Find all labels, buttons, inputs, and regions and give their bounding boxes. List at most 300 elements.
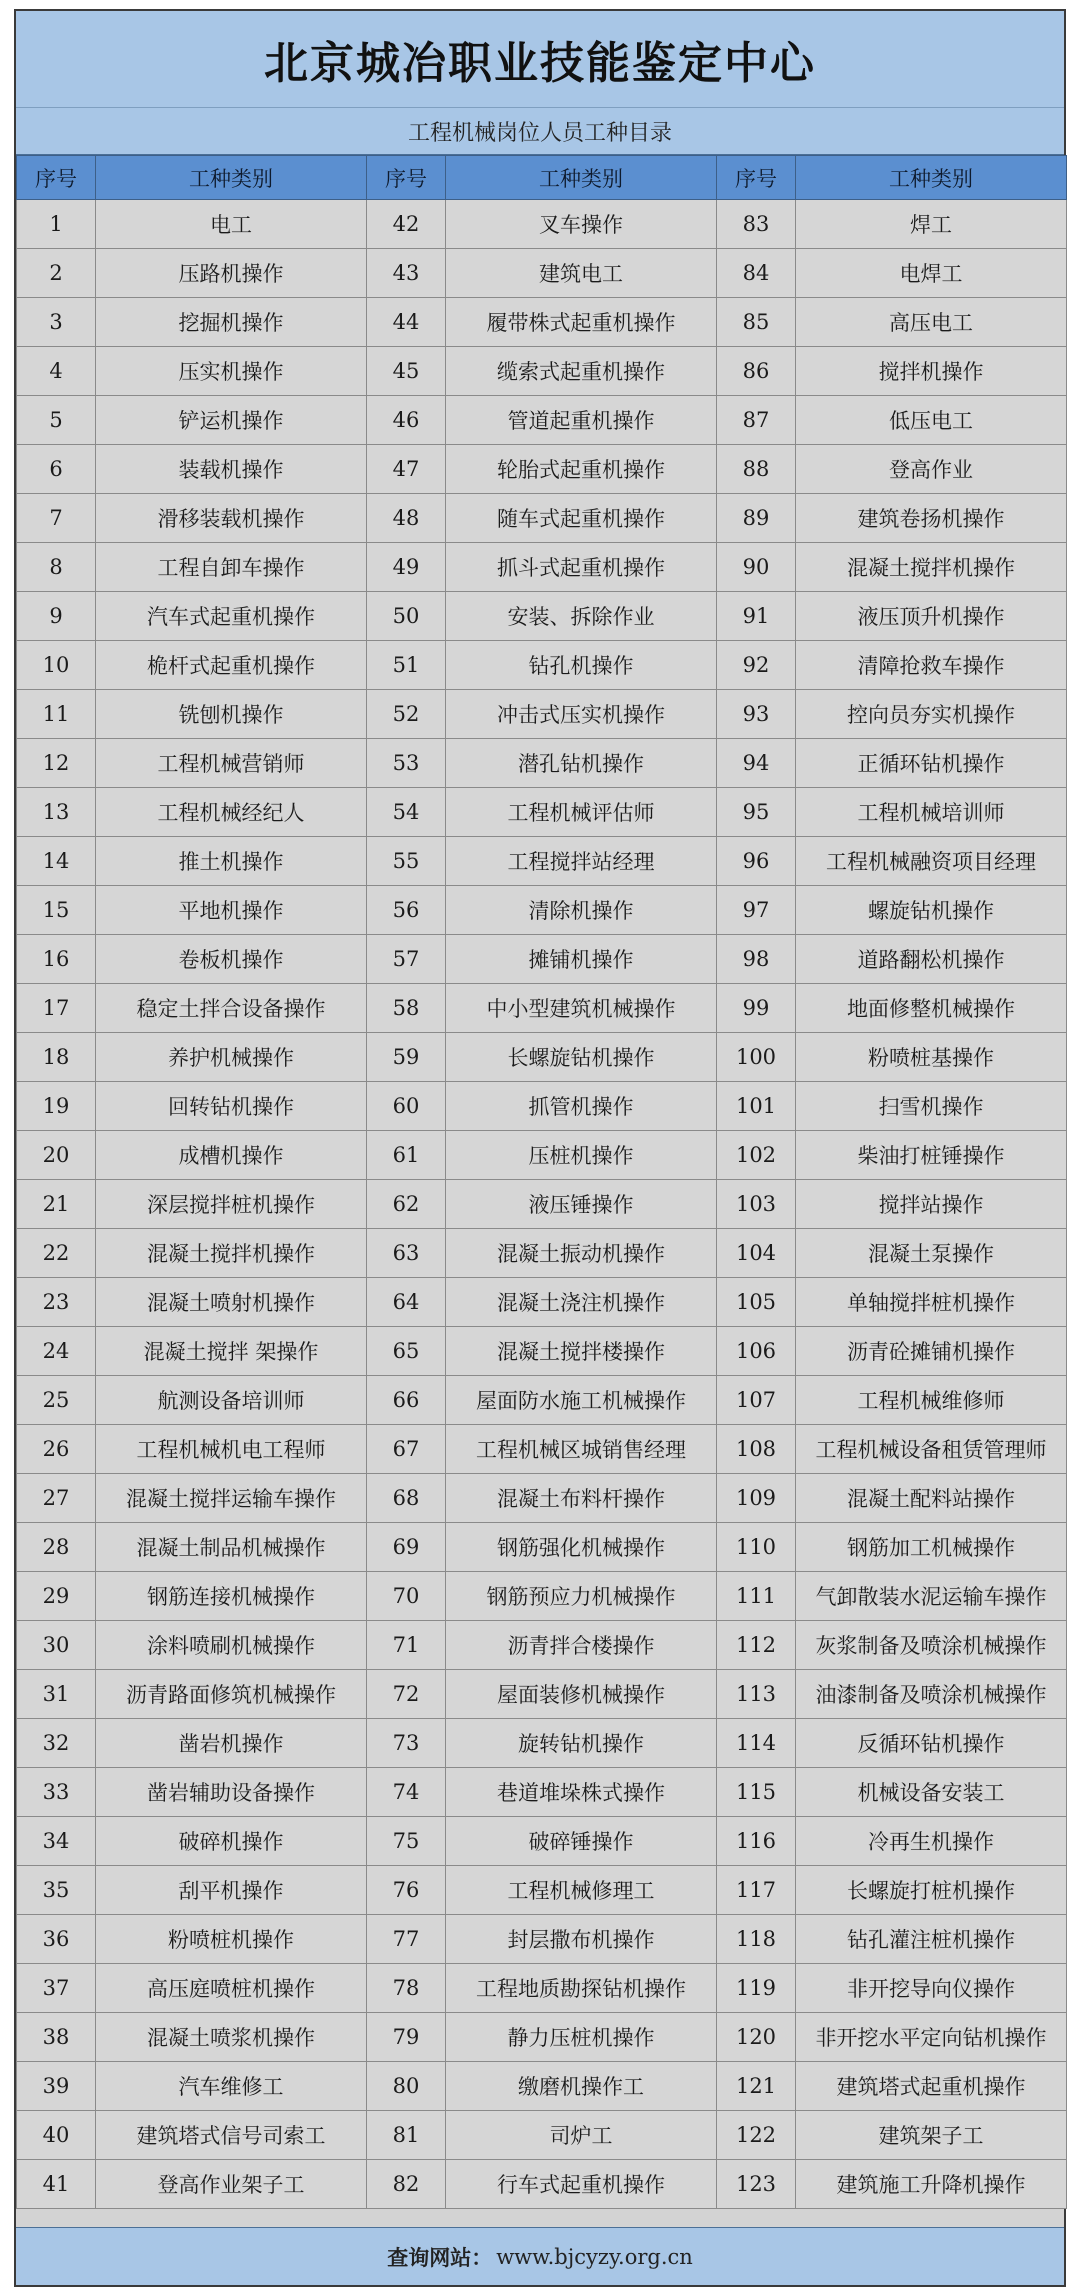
job-type-cell: 建筑卷扬机操作 [796,494,1067,543]
row-number: 103 [717,1180,796,1229]
row-number: 101 [717,1082,796,1131]
row-number: 26 [17,1425,96,1474]
row-number: 81 [367,2111,446,2160]
title-band [16,11,1064,108]
table-row [17,1817,1067,1866]
row-number: 121 [717,2062,796,2111]
table-row [17,886,1067,935]
job-type-cell: 工程机械营销师 [96,739,367,788]
row-number: 5 [17,396,96,445]
table-row [17,1278,1067,1327]
job-type-cell: 工程机械设备租赁管理师 [796,1425,1067,1474]
row-number: 82 [367,2160,446,2209]
job-type-cell: 摊铺机操作 [446,935,717,984]
row-number: 112 [717,1621,796,1670]
job-type-cell: 扫雪机操作 [796,1082,1067,1131]
job-type-cell: 工程地质勘探钻机操作 [446,1964,717,2013]
row-number: 63 [367,1229,446,1278]
row-number: 37 [17,1964,96,2013]
row-number: 28 [17,1523,96,1572]
row-number: 86 [717,347,796,396]
row-number: 88 [717,445,796,494]
job-type-cell: 铣刨机操作 [96,690,367,739]
row-number: 53 [367,739,446,788]
job-type-cell: 柴油打桩锤操作 [796,1131,1067,1180]
row-number: 41 [17,2160,96,2209]
row-number: 19 [17,1082,96,1131]
job-type-cell: 钢筋预应力机械操作 [446,1572,717,1621]
row-number: 20 [17,1131,96,1180]
job-type-cell: 工程机械培训师 [796,788,1067,837]
row-number: 36 [17,1915,96,1964]
job-type-cell: 灰浆制备及喷涂机械操作 [796,1621,1067,1670]
row-number: 43 [367,249,446,298]
job-type-cell: 航测设备培训师 [96,1376,367,1425]
row-number: 48 [367,494,446,543]
table-row [17,1768,1067,1817]
table-row [17,1082,1067,1131]
job-type-cell: 涂料喷刷机械操作 [96,1621,367,1670]
header-name: 工种类别 [796,156,1067,200]
row-number: 106 [717,1327,796,1376]
row-number: 21 [17,1180,96,1229]
job-type-cell: 回转钻机操作 [96,1082,367,1131]
table-row [17,788,1067,837]
table-row [17,1131,1067,1180]
row-number: 108 [717,1425,796,1474]
row-number: 10 [17,641,96,690]
table-row [17,1523,1067,1572]
row-number: 64 [367,1278,446,1327]
row-number: 77 [367,1915,446,1964]
job-type-cell: 焊工 [796,200,1067,249]
row-number: 66 [367,1376,446,1425]
job-type-cell: 推土机操作 [96,837,367,886]
row-number: 78 [367,1964,446,2013]
table-row [17,592,1067,641]
row-number: 76 [367,1866,446,1915]
table-row [17,1425,1067,1474]
job-type-cell: 旋转钻机操作 [446,1719,717,1768]
job-type-cell: 铲运机操作 [96,396,367,445]
job-type-cell: 低压电工 [796,396,1067,445]
table-row [17,1180,1067,1229]
row-number: 39 [17,2062,96,2111]
row-number: 58 [367,984,446,1033]
row-number: 18 [17,1033,96,1082]
row-number: 91 [717,592,796,641]
job-type-cell: 混凝土搅拌机操作 [796,543,1067,592]
row-number: 56 [367,886,446,935]
job-type-cell: 压路机操作 [96,249,367,298]
header-num: 序号 [17,156,96,200]
row-number: 49 [367,543,446,592]
row-number: 30 [17,1621,96,1670]
job-type-cell: 养护机械操作 [96,1033,367,1082]
row-number: 119 [717,1964,796,2013]
row-number: 118 [717,1915,796,1964]
table-row [17,298,1067,347]
row-number: 24 [17,1327,96,1376]
row-number: 27 [17,1474,96,1523]
row-number: 8 [17,543,96,592]
footer-url[interactable]: www.bjcyzy.org.cn [496,2244,693,2269]
row-number: 111 [717,1572,796,1621]
footer-label: 查询网站： [387,2244,493,2270]
table-row [17,445,1067,494]
row-number: 75 [367,1817,446,1866]
table-row [17,1621,1067,1670]
row-number: 71 [367,1621,446,1670]
row-number: 31 [17,1670,96,1719]
job-type-cell: 桅杆式起重机操作 [96,641,367,690]
row-number: 45 [367,347,446,396]
job-type-cell: 地面修整机械操作 [796,984,1067,1033]
table-row [17,690,1067,739]
job-type-cell: 反循环钻机操作 [796,1719,1067,1768]
job-type-cell: 正循环钻机操作 [796,739,1067,788]
job-type-cell: 混凝土搅拌运输车操作 [96,1474,367,1523]
subtitle-band [16,108,1064,155]
row-number: 100 [717,1033,796,1082]
row-number: 29 [17,1572,96,1621]
header-num: 序号 [717,156,796,200]
row-number: 67 [367,1425,446,1474]
job-type-cell: 建筑塔式信号司索工 [96,2111,367,2160]
row-number: 38 [17,2013,96,2062]
row-number: 57 [367,935,446,984]
job-type-cell: 叉车操作 [446,200,717,249]
job-type-cell: 工程机械区城销售经理 [446,1425,717,1474]
table-header-row [17,156,1067,200]
job-type-cell: 挖掘机操作 [96,298,367,347]
job-type-cell: 屋面装修机械操作 [446,1670,717,1719]
row-number: 110 [717,1523,796,1572]
row-number: 114 [717,1719,796,1768]
job-type-cell: 平地机操作 [96,886,367,935]
table-row [17,1866,1067,1915]
row-number: 80 [367,2062,446,2111]
row-number: 61 [367,1131,446,1180]
table-row [17,837,1067,886]
job-type-cell: 机械设备安装工 [796,1768,1067,1817]
row-number: 40 [17,2111,96,2160]
row-number: 89 [717,494,796,543]
job-type-cell: 凿岩辅助设备操作 [96,1768,367,1817]
job-type-cell: 深层搅拌桩机操作 [96,1180,367,1229]
job-type-cell: 抓管机操作 [446,1082,717,1131]
row-number: 85 [717,298,796,347]
job-type-cell: 滑移装载机操作 [96,494,367,543]
page-title: 北京城冶职业技能鉴定中心 [264,38,816,89]
table-row [17,1915,1067,1964]
row-number: 65 [367,1327,446,1376]
row-number: 84 [717,249,796,298]
job-type-cell: 工程机械融资项目经理 [796,837,1067,886]
row-number: 95 [717,788,796,837]
row-number: 120 [717,2013,796,2062]
job-type-cell: 搅拌站操作 [796,1180,1067,1229]
row-number: 98 [717,935,796,984]
row-number: 102 [717,1131,796,1180]
row-number: 92 [717,641,796,690]
row-number: 17 [17,984,96,1033]
job-type-cell: 粉喷桩机操作 [96,1915,367,1964]
table-row [17,543,1067,592]
page-subtitle: 工程机械岗位人员工种目录 [407,120,672,146]
catalog-sheet [14,9,1066,2287]
job-type-cell: 工程机械评估师 [446,788,717,837]
table-row [17,249,1067,298]
row-number: 50 [367,592,446,641]
job-type-cell: 建筑架子工 [796,2111,1067,2160]
row-number: 117 [717,1866,796,1915]
job-type-cell: 建筑施工升降机操作 [796,2160,1067,2209]
job-type-cell: 缆索式起重机操作 [446,347,717,396]
header-name: 工种类别 [96,156,367,200]
table-row [17,1572,1067,1621]
job-type-cell: 混凝土浇注机操作 [446,1278,717,1327]
row-number: 115 [717,1768,796,1817]
job-type-cell: 混凝土搅拌楼操作 [446,1327,717,1376]
row-number: 46 [367,396,446,445]
job-type-cell: 潜孔钻机操作 [446,739,717,788]
row-number: 87 [717,396,796,445]
job-type-cell: 高压庭喷桩机操作 [96,1964,367,2013]
row-number: 3 [17,298,96,347]
row-number: 109 [717,1474,796,1523]
table-row [17,984,1067,1033]
row-number: 25 [17,1376,96,1425]
row-number: 104 [717,1229,796,1278]
row-number: 34 [17,1817,96,1866]
job-type-cell: 道路翻松机操作 [796,935,1067,984]
header-name: 工种类别 [446,156,717,200]
row-number: 90 [717,543,796,592]
row-number: 79 [367,2013,446,2062]
job-type-cell: 混凝土振动机操作 [446,1229,717,1278]
table-row [17,1229,1067,1278]
row-number: 14 [17,837,96,886]
row-number: 13 [17,788,96,837]
job-type-cell: 成槽机操作 [96,1131,367,1180]
row-number: 42 [367,200,446,249]
job-type-cell: 装载机操作 [96,445,367,494]
job-type-cell: 混凝土喷射机操作 [96,1278,367,1327]
job-type-cell: 非开挖导向仪操作 [796,1964,1067,2013]
row-number: 60 [367,1082,446,1131]
job-type-cell: 卷板机操作 [96,935,367,984]
job-type-cell: 稳定土拌合设备操作 [96,984,367,1033]
job-type-cell: 建筑塔式起重机操作 [796,2062,1067,2111]
job-type-cell: 司炉工 [446,2111,717,2160]
row-number: 59 [367,1033,446,1082]
job-type-cell: 屋面防水施工机械操作 [446,1376,717,1425]
job-type-cell: 气卸散装水泥运输车操作 [796,1572,1067,1621]
job-type-cell: 工程搅拌站经理 [446,837,717,886]
table-row [17,2062,1067,2111]
job-type-cell: 中小型建筑机械操作 [446,984,717,1033]
table-row [17,1327,1067,1376]
table-body [17,200,1067,2209]
job-type-cell: 破碎机操作 [96,1817,367,1866]
row-number: 32 [17,1719,96,1768]
job-type-cell: 巷道堆垛株式操作 [446,1768,717,1817]
row-number: 74 [367,1768,446,1817]
job-type-cell: 搅拌机操作 [796,347,1067,396]
row-number: 70 [367,1572,446,1621]
job-type-cell: 工程机械机电工程师 [96,1425,367,1474]
row-number: 83 [717,200,796,249]
table-row [17,935,1067,984]
job-type-cell: 液压顶升机操作 [796,592,1067,641]
row-number: 52 [367,690,446,739]
row-number: 7 [17,494,96,543]
row-number: 22 [17,1229,96,1278]
job-type-cell: 行车式起重机操作 [446,2160,717,2209]
job-type-cell: 混凝土制品机械操作 [96,1523,367,1572]
job-type-cell: 汽车维修工 [96,2062,367,2111]
table-row [17,1376,1067,1425]
job-type-cell: 沥青路面修筑机械操作 [96,1670,367,1719]
row-number: 99 [717,984,796,1033]
table-row [17,1719,1067,1768]
table-row [17,739,1067,788]
job-type-cell: 清障抢救车操作 [796,641,1067,690]
job-type-cell: 刮平机操作 [96,1866,367,1915]
row-number: 107 [717,1376,796,1425]
row-number: 122 [717,2111,796,2160]
job-type-cell: 清除机操作 [446,886,717,935]
row-number: 54 [367,788,446,837]
job-type-cell: 非开挖水平定向钻机操作 [796,2013,1067,2062]
row-number: 33 [17,1768,96,1817]
job-type-cell: 凿岩机操作 [96,1719,367,1768]
job-type-cell: 混凝土泵操作 [796,1229,1067,1278]
row-number: 105 [717,1278,796,1327]
row-number: 68 [367,1474,446,1523]
job-type-cell: 工程机械维修师 [796,1376,1067,1425]
job-type-cell: 液压锤操作 [446,1180,717,1229]
row-number: 97 [717,886,796,935]
job-type-cell: 汽车式起重机操作 [96,592,367,641]
table-row [17,1474,1067,1523]
row-number: 23 [17,1278,96,1327]
job-type-cell: 单轴搅拌桩机操作 [796,1278,1067,1327]
table-row [17,1670,1067,1719]
table-row [17,1033,1067,1082]
job-type-cell: 混凝土布料杆操作 [446,1474,717,1523]
row-number: 16 [17,935,96,984]
table-row [17,200,1067,249]
row-number: 12 [17,739,96,788]
job-type-cell: 钢筋加工机械操作 [796,1523,1067,1572]
job-type-cell: 螺旋钻机操作 [796,886,1067,935]
job-type-cell: 随车式起重机操作 [446,494,717,543]
row-number: 69 [367,1523,446,1572]
job-type-cell: 钢筋强化机械操作 [446,1523,717,1572]
job-type-table [16,155,1067,2209]
job-type-cell: 控向员夯实机操作 [796,690,1067,739]
job-type-cell: 冲击式压实机操作 [446,690,717,739]
job-type-cell: 压实机操作 [96,347,367,396]
job-type-cell: 沥青拌合楼操作 [446,1621,717,1670]
job-type-cell: 高压电工 [796,298,1067,347]
job-type-cell: 登高作业 [796,445,1067,494]
job-type-cell: 钻孔灌注桩机操作 [796,1915,1067,1964]
job-type-cell: 管道起重机操作 [446,396,717,445]
job-type-cell: 油漆制备及喷涂机械操作 [796,1670,1067,1719]
row-number: 44 [367,298,446,347]
job-type-cell: 沥青砼摊铺机操作 [796,1327,1067,1376]
job-type-cell: 静力压桩机操作 [446,2013,717,2062]
table-row [17,2013,1067,2062]
job-type-cell: 压桩机操作 [446,1131,717,1180]
row-number: 96 [717,837,796,886]
job-type-cell: 破碎锤操作 [446,1817,717,1866]
row-number: 6 [17,445,96,494]
header-num: 序号 [367,156,446,200]
job-type-cell: 混凝土搅拌 架操作 [96,1327,367,1376]
row-number: 94 [717,739,796,788]
row-number: 9 [17,592,96,641]
row-number: 72 [367,1670,446,1719]
job-type-cell: 混凝土搅拌机操作 [96,1229,367,1278]
row-number: 93 [717,690,796,739]
row-number: 51 [367,641,446,690]
table-row [17,1964,1067,2013]
job-type-cell: 安装、拆除作业 [446,592,717,641]
job-type-cell: 粉喷桩基操作 [796,1033,1067,1082]
job-type-cell: 电焊工 [796,249,1067,298]
footer [16,2227,1064,2285]
row-number: 62 [367,1180,446,1229]
job-type-cell: 履带株式起重机操作 [446,298,717,347]
table-row [17,2111,1067,2160]
job-type-cell: 冷再生机操作 [796,1817,1067,1866]
row-number: 35 [17,1866,96,1915]
table-row [17,396,1067,445]
row-number: 73 [367,1719,446,1768]
job-type-cell: 建筑电工 [446,249,717,298]
job-type-cell: 轮胎式起重机操作 [446,445,717,494]
job-type-cell: 工程自卸车操作 [96,543,367,592]
job-type-cell: 钢筋连接机械操作 [96,1572,367,1621]
table-row [17,2160,1067,2209]
job-type-cell: 登高作业架子工 [96,2160,367,2209]
row-number: 123 [717,2160,796,2209]
job-type-cell: 长螺旋打桩机操作 [796,1866,1067,1915]
table-row [17,494,1067,543]
row-number: 15 [17,886,96,935]
row-number: 11 [17,690,96,739]
job-type-cell: 长螺旋钻机操作 [446,1033,717,1082]
job-type-cell: 工程机械经纪人 [96,788,367,837]
row-number: 47 [367,445,446,494]
row-number: 1 [17,200,96,249]
job-type-cell: 封层撒布机操作 [446,1915,717,1964]
job-type-cell: 抓斗式起重机操作 [446,543,717,592]
job-type-cell: 混凝土配料站操作 [796,1474,1067,1523]
job-type-cell: 钻孔机操作 [446,641,717,690]
job-type-cell: 工程机械修理工 [446,1866,717,1915]
row-number: 55 [367,837,446,886]
row-number: 113 [717,1670,796,1719]
job-type-cell: 混凝土喷浆机操作 [96,2013,367,2062]
row-number: 2 [17,249,96,298]
table-row [17,641,1067,690]
job-type-cell: 缴磨机操作工 [446,2062,717,2111]
